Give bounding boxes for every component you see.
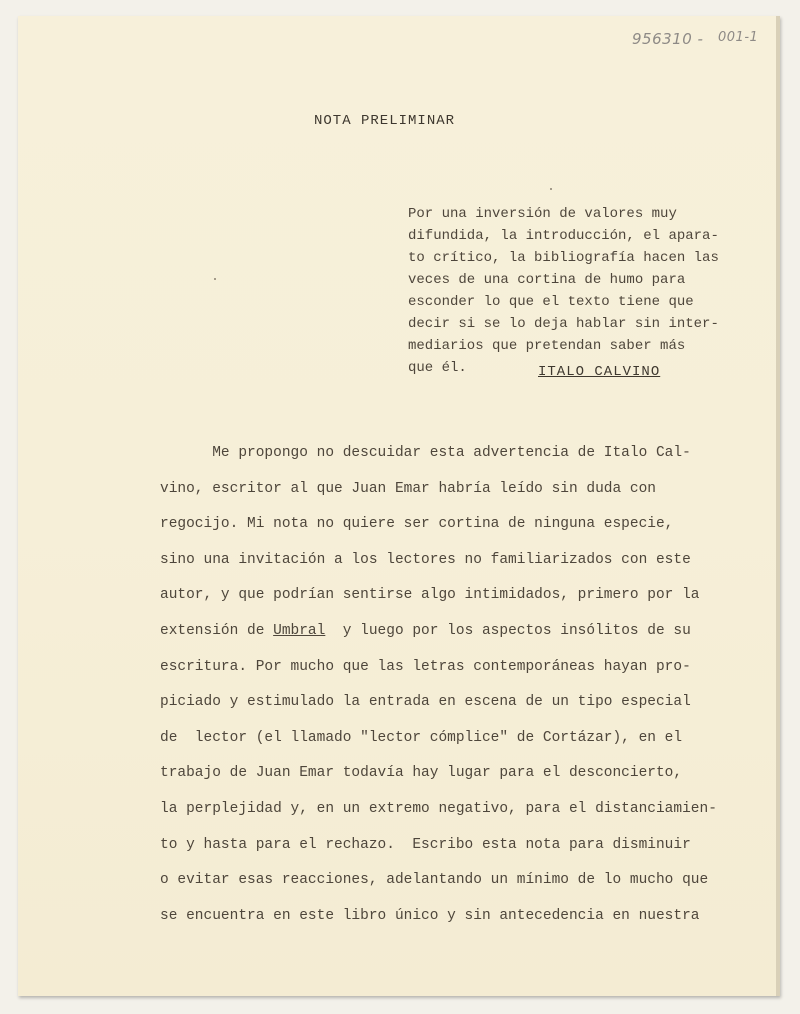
- epigraph-line: veces de una cortina de humo para: [408, 272, 686, 288]
- epigraph-line: esconder lo que el texto tiene que: [408, 294, 694, 310]
- epigraph-line: Por una inversión de valores muy: [408, 206, 677, 222]
- body-line: Me propongo no descuidar esta advertencia de Italo Cal-: [160, 445, 691, 461]
- epigraph-author: ITALO CALVINO: [538, 364, 661, 380]
- body-line: sino una invitación a los lectores no familiarizados con este: [160, 551, 691, 568]
- body-line: vino, escritor al que Juan Emar habría leído sin duda con: [160, 480, 656, 497]
- body-line: de lector (el llamado "lector cómplice" de Cortázar), en el: [160, 729, 683, 746]
- body-line: la perplejidad y, en un extremo negativo, para el distanciamien-: [160, 800, 717, 817]
- paper-speck: [214, 278, 216, 280]
- epigraph-line: to crítico, la bibliografía hacen las: [408, 250, 719, 266]
- folio-stamp: 001-1: [718, 30, 759, 45]
- epigraph: [408, 203, 788, 379]
- body-line: o evitar esas reacciones, adelantando un mínimo de lo mucho que: [160, 872, 709, 889]
- body-line: regocijo. Mi nota no quiere ser cortina de ninguna especie,: [160, 516, 674, 533]
- body-line: autor, y que podrían sentirse algo intimidados, primero por la: [160, 587, 700, 604]
- epigraph-line: que él.: [408, 360, 467, 376]
- body-line: escritura. Por mucho que las letras contemporáneas hayan pro-: [160, 658, 691, 675]
- body-line: [160, 614, 770, 650]
- paper-speck: [550, 188, 552, 190]
- body-line: to y hasta para el rechazo. Escribo esta nota para disminuir: [160, 836, 691, 853]
- page-edge: [776, 16, 780, 996]
- body-line: piciado y estimulado la entrada en escena de un tipo especial: [160, 694, 691, 711]
- page-title: NOTA PRELIMINAR: [314, 113, 456, 129]
- body-line-end: y luego por los aspectos insólitos de su: [325, 622, 691, 639]
- epigraph-line: difundida, la introducción, el apara-: [408, 228, 719, 244]
- epigraph-line: mediarios que pretendan saber más: [408, 338, 686, 354]
- body-paragraph: [160, 436, 770, 934]
- book-title: Umbral: [273, 622, 326, 639]
- body-line: trabajo de Juan Emar todavía hay lugar para el desconcierto,: [160, 765, 683, 782]
- epigraph-line: decir si se lo deja hablar sin inter-: [408, 316, 719, 332]
- body-line-start: extensión de: [160, 622, 274, 639]
- body-line: se encuentra en este libro único y sin antecedencia en nuestra: [160, 907, 700, 924]
- archive-id-stamp: 956310 -: [632, 30, 704, 48]
- document-page: [18, 16, 780, 996]
